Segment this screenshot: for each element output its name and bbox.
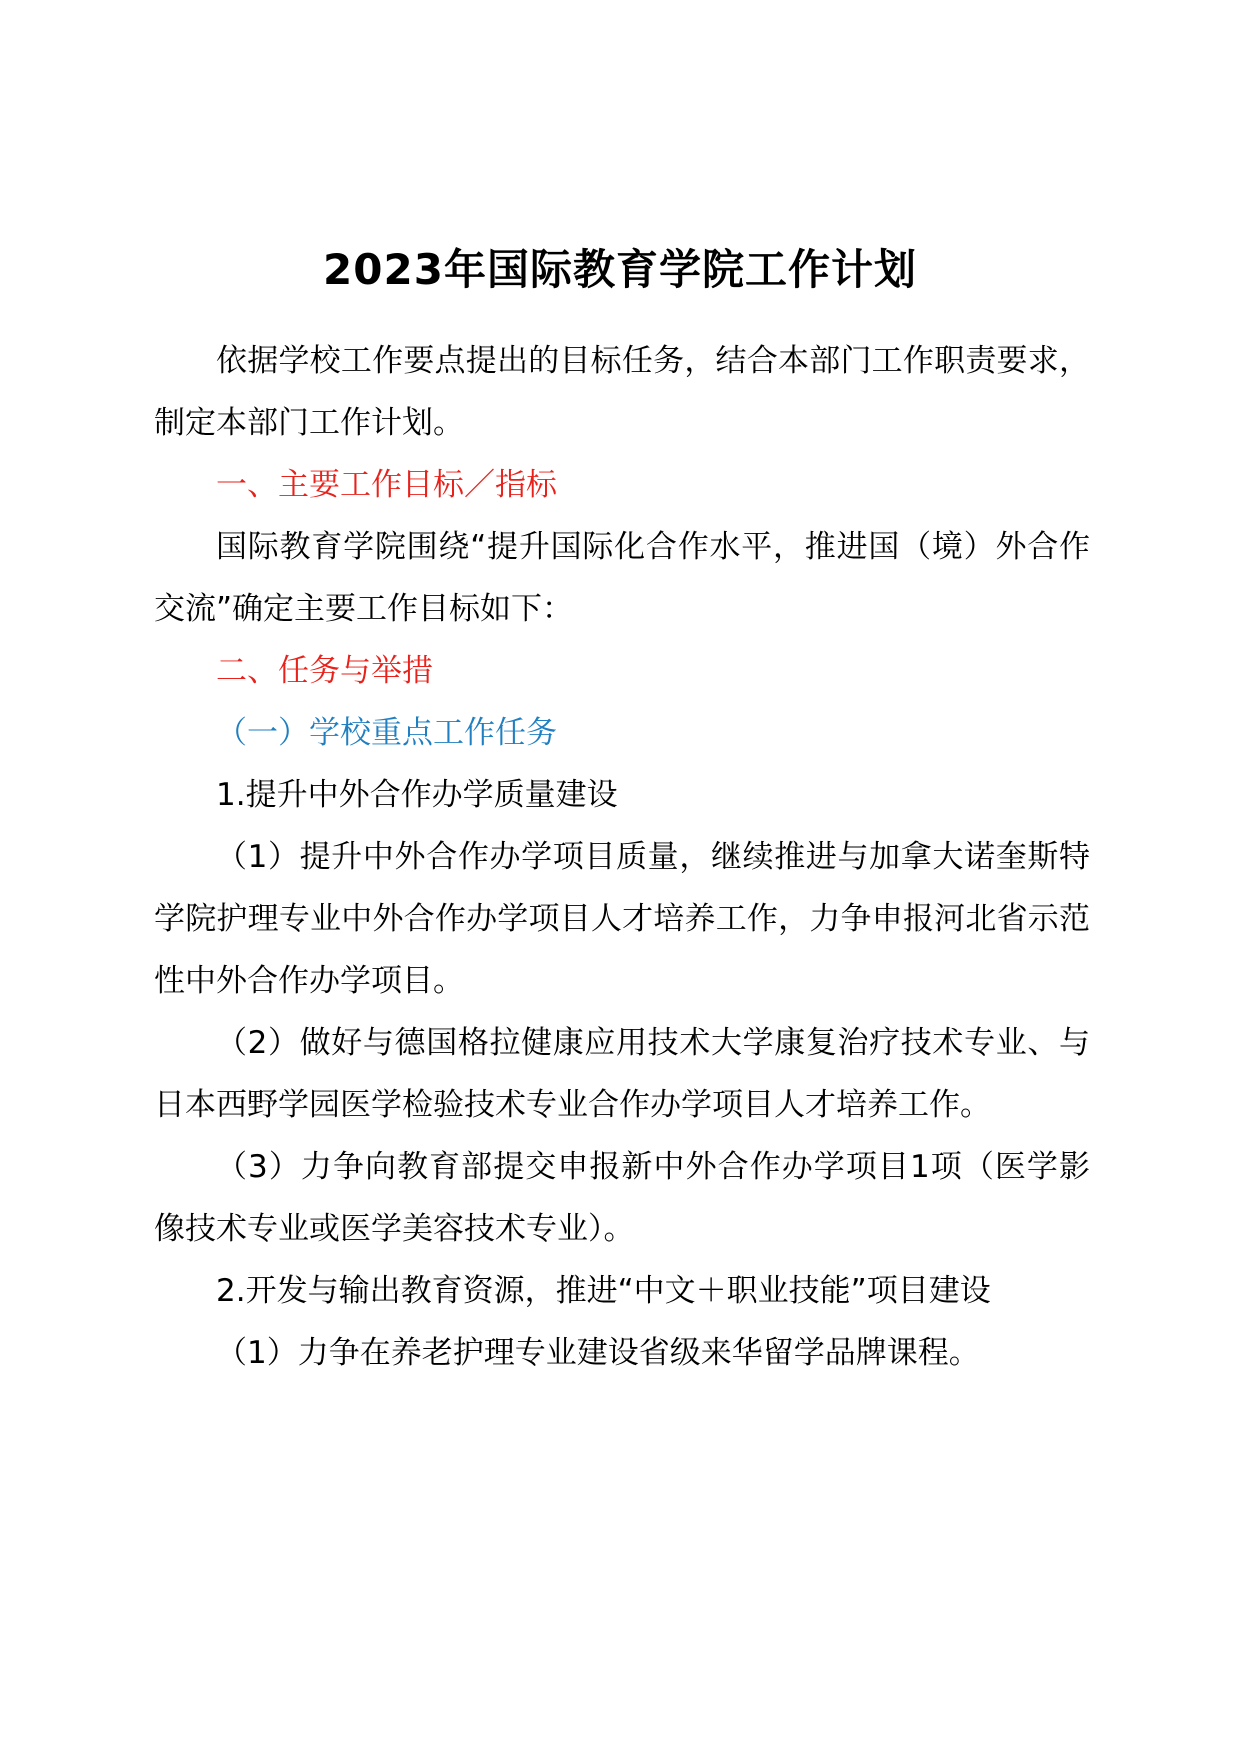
item-1-2-paragraph: （2）做好与德国格拉健康应用技术大学康复治疗技术专业、与日本西野学园医学检验技术专业合作办学项目人才培养工作。 [154,1025,1090,1123]
subsection-heading-key-tasks: （一）学校重点工作任务 [216,715,557,751]
intro-paragraph: 依据学校工作要点提出的目标任务，结合本部门工作职责要求，制定本部门工作计划。 [154,343,1090,441]
item-2-1-paragraph: （1）力争在养老护理专业建设省级来华留学品牌课程。 [216,1335,980,1371]
item-heading-1: 1.提升中外合作办学质量建设 [216,777,618,813]
document-body [154,330,1090,1384]
document-title: 2023年国际教育学院工作计划 [323,245,917,294]
item-heading-2: 2.开发与输出教育资源，推进“中文＋职业技能”项目建设 [216,1273,991,1309]
item-1-1-paragraph: （1）提升中外合作办学项目质量，继续推进与加拿大诺奎斯特学院护理专业中外合作办学项目人才培养工作，力争申报河北省示范性中外合作办学项目。 [154,839,1090,999]
item-1-3-paragraph: （3）力争向教育部提交申报新中外合作办学项目1项（医学影像技术专业或医学美容技术专业）。 [154,1149,1090,1247]
goals-paragraph: 国际教育学院围绕“提升国际化合作水平，推进国（境）外合作交流”确定主要工作目标如下： [154,529,1090,627]
section-heading-goals: 一、主要工作目标／指标 [216,467,557,503]
section-heading-tasks: 二、任务与举措 [216,653,433,689]
